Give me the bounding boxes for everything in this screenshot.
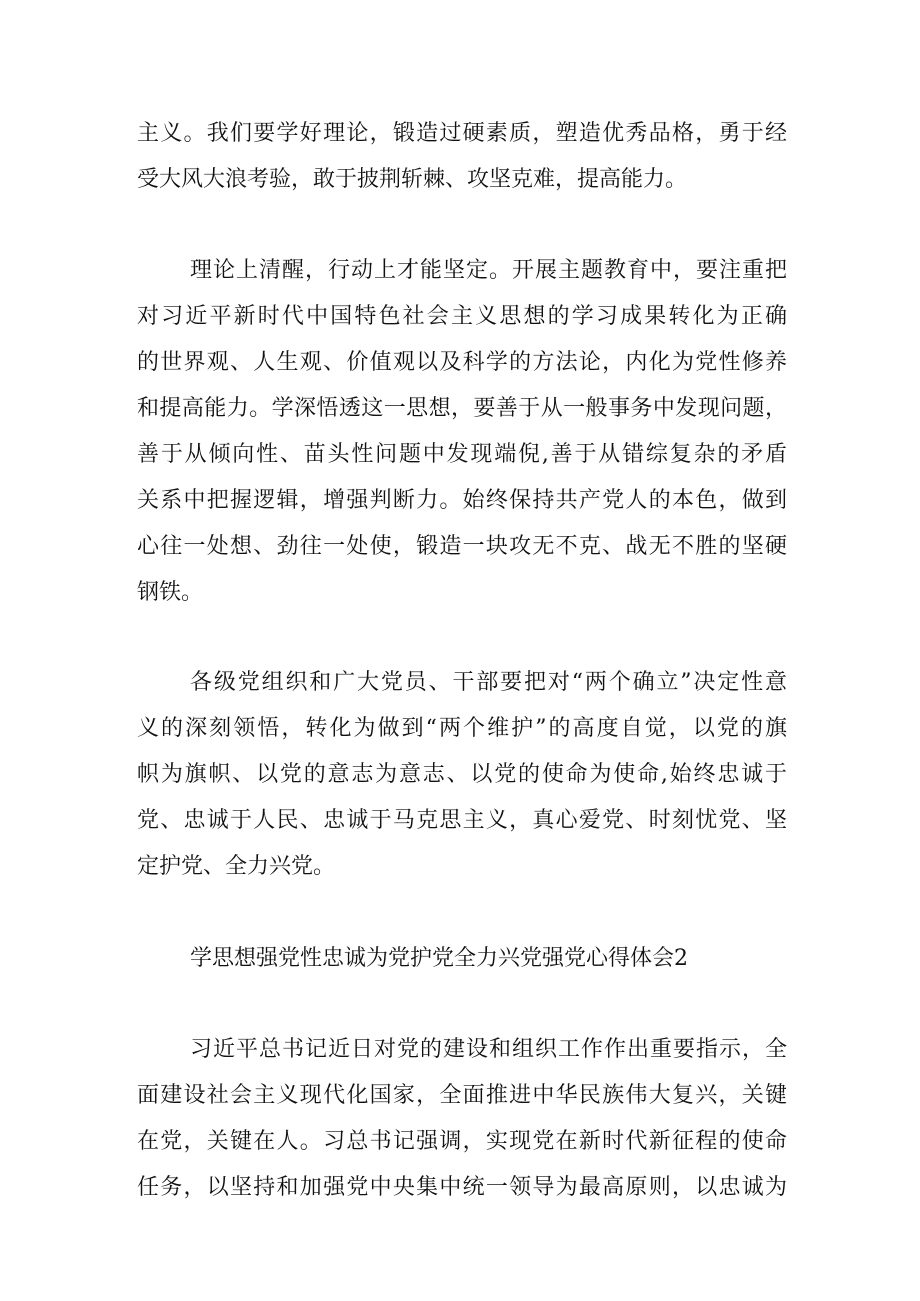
paragraph-2-line-7: 心往一处想、劲往一处使，锻造一块攻无不克、战无不胜的坚硬 bbox=[137, 534, 787, 559]
paragraph-2-line-6: 关系中把握逻辑，增强判断力。始终保持共产党人的本色，做到 bbox=[137, 488, 787, 513]
paragraph-2-line-4: 和提高能力。学深悟透这一思想，要善于从一般事务中发现问题， bbox=[137, 396, 787, 421]
paragraph-4-line-4: 任务，以坚持和加强党中央集中统一领导为最高原则，以忠诚为 bbox=[137, 1175, 787, 1200]
paragraph-4-line-1: 习近平总书记近日对党的建设和组织工作作出重要指示，全 bbox=[190, 1037, 787, 1062]
paragraph-2-line-5: 善于从倾向性、苗头性问题中发现端倪,善于从错综复杂的矛盾 bbox=[137, 442, 787, 467]
paragraph-1-line-1: 主义。我们要学好理论，锻造过硬素质，塑造优秀品格，勇于经 bbox=[137, 121, 787, 146]
paragraph-3-line-4: 党、忠诚于人民、忠诚于马克思主义，真心爱党、时刻忧党、坚 bbox=[137, 808, 787, 833]
paragraph-2-line-8: 钢铁。 bbox=[137, 580, 204, 605]
paragraph-2-line-3: 的世界观、人生观、价值观以及科学的方法论，内化为党性修养 bbox=[137, 350, 787, 375]
paragraph-3-line-1: 各级党组织和广大党员、干部要把对“两个确立”决定性意 bbox=[190, 670, 787, 695]
paragraph-3-line-5: 定护党、全力兴党。 bbox=[137, 854, 336, 879]
paragraph-2-line-2: 对习近平新时代中国特色社会主义思想的学习成果转化为正确 bbox=[137, 304, 787, 329]
paragraph-1-line-2: 受大风大浪考验，敢于披荆斩棘、攻坚克难，提高能力。 bbox=[137, 167, 688, 192]
paragraph-3-line-3: 帜为旗帜、以党的意志为意志、以党的使命为使命,始终忠诚于 bbox=[137, 762, 787, 787]
section-heading: 学思想强党性忠诚为党护党全力兴党强党心得体会2 bbox=[190, 946, 688, 971]
paragraph-3-line-2: 义的深刻领悟，转化为做到“两个维护”的高度自觉，以党的旗 bbox=[137, 716, 787, 741]
paragraph-4-line-3: 在党，关键在人。习总书记强调，实现党在新时代新征程的使命 bbox=[137, 1129, 787, 1154]
paragraph-2-line-1: 理论上清醒，行动上才能坚定。开展主题教育中，要注重把 bbox=[190, 258, 787, 283]
paragraph-4-line-2: 面建设社会主义现代化国家，全面推进中华民族伟大复兴，关键 bbox=[137, 1083, 787, 1108]
